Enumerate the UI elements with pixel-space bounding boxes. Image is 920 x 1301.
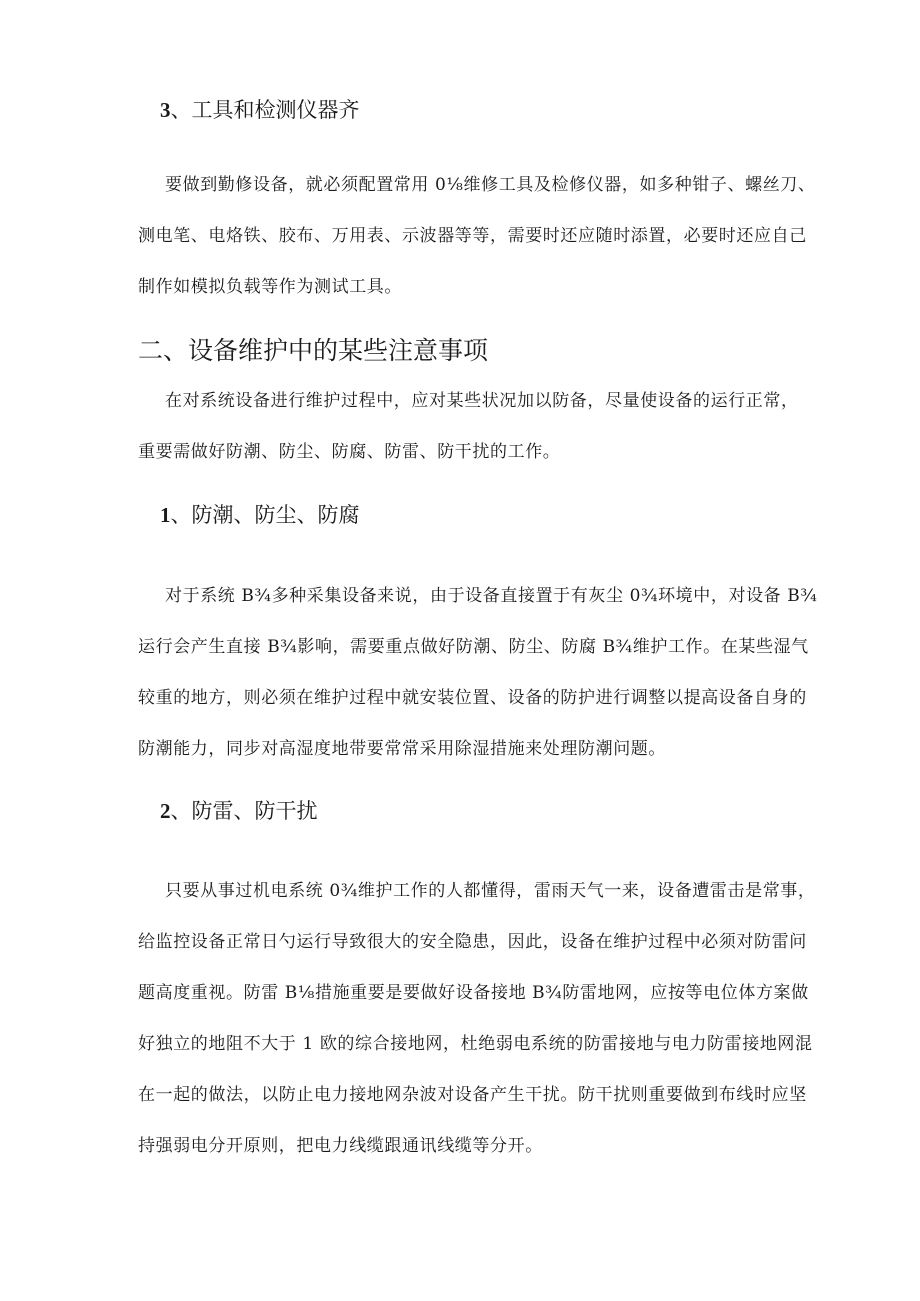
paragraph-line: 给监控设备正常日勺运行导致很大的安全隐患，因此，设备在维护过程中必须对防雷问 [138, 932, 807, 952]
heading-tools [160, 96, 360, 124]
paragraph-line: 好独立的地阻不大于 1 欧的综合接地网，杜绝弱电系统的防雷接地与电力防雷接地网混 [138, 1034, 813, 1054]
paragraph-precautions [138, 390, 798, 464]
paragraph-line: 重要需做好防潮、防尘、防腐、防雷、防干扰的工作。 [138, 442, 561, 462]
paragraph-line: 持强弱电分开原则，把电力线缆跟通讯线缆等分开。 [138, 1136, 543, 1156]
paragraph-line: 运行会产生直接 B¾影响，需要重点做好防潮、防尘、防腐 B¾维护工作。在某些湿气 [138, 637, 809, 657]
heading-text: 、工具和检测仪器齐 [170, 98, 360, 122]
paragraph-lightning [138, 880, 816, 1158]
paragraph-tools [138, 174, 816, 299]
paragraph-line: 防潮能力，同步对高湿度地带要常常采用除湿措施来处理防潮问题。 [138, 739, 666, 759]
paragraph-line: 对于系统 B¾多种采集设备来说，由于设备直接置于有灰尘 0¾环境中，对设备 B¾ [165, 586, 818, 606]
heading-precautions: 二、设备维护中的某些注意事项 [138, 336, 489, 365]
paragraph-moisture [138, 585, 818, 761]
paragraph-line: 只要从事过机电系统 0¾维护工作的人都懂得，雷雨天气一来，设备遭雷击是常事， [165, 881, 816, 901]
paragraph-line: 制作如模拟负载等作为测试工具。 [138, 277, 402, 297]
paragraph-line: 测电笔、电烙铁、胶布、万用表、示波器等等，需要时还应随时添置，必要时还应自己 [138, 226, 807, 246]
heading-lightning [160, 797, 318, 825]
heading-number: 3 [160, 98, 171, 122]
paragraph-line: 题高度重视。防雷 B⅛措施重要是要做好设备接地 B¾防雷地网，应按等电位体方案做 [138, 983, 809, 1003]
paragraph-line: 在对系统设备进行维护过程中，应对某些状况加以防备，尽量使设备的运行正常， [165, 391, 799, 411]
heading-number: 1 [160, 503, 171, 527]
paragraph-line: 较重的地方，则必须在维护过程中就安装位置、设备的防护进行调整以提高设备自身的 [138, 688, 807, 708]
heading-number: 2 [160, 799, 171, 823]
heading-text: 、防潮、防尘、防腐 [170, 503, 360, 527]
paragraph-line: 要做到勤修设备，就必须配置常用 0⅛维修工具及检修仪器，如多种钳子、螺丝刀、 [165, 175, 816, 195]
heading-text: 、防雷、防干扰 [170, 799, 318, 823]
heading-moisture [160, 501, 360, 529]
paragraph-line: 在一起的做法，以防止电力接地网杂波对设备产生干扰。防干扰则重要做到布线时应坚 [138, 1085, 807, 1105]
